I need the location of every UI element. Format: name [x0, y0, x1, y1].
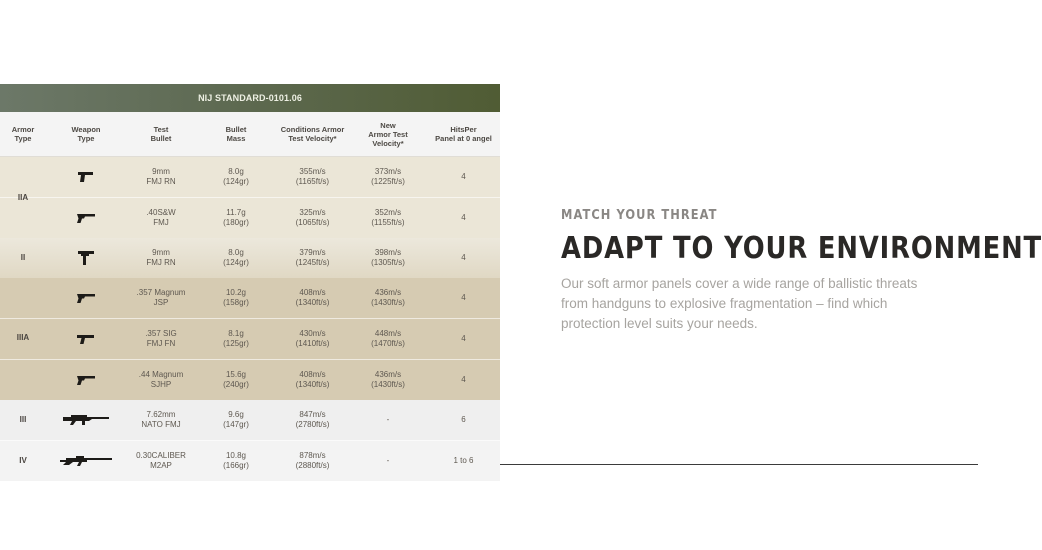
- conditions-velocity: 408m/s (1340ft/s): [295, 370, 330, 389]
- header-new-velocity: New Armor Test Velocity*: [368, 120, 408, 148]
- header-conditions-velocity: Conditions Armor Test Velocity*: [280, 125, 345, 143]
- test-bullet: 0.30CALIBER M2AP: [136, 451, 186, 470]
- header-weapon-type: Weapon Type: [71, 125, 101, 143]
- pistol-icon: [46, 333, 126, 345]
- conditions-velocity: 847m/s (2780ft/s): [295, 410, 330, 429]
- hits-per-panel: 4: [461, 253, 466, 262]
- new-velocity: 436m/s (1430ft/s): [371, 370, 405, 389]
- conditions-velocity: 325m/s (1065ft/s): [295, 208, 330, 227]
- bullet-mass: 8.0g (124gr): [223, 248, 249, 267]
- table-row: [0, 359, 500, 400]
- test-bullet: 9mm FMJ RN: [146, 248, 176, 267]
- hits-per-panel: 6: [461, 415, 466, 424]
- revolver-icon: [46, 212, 126, 224]
- conditions-velocity: 355m/s (1165ft/s): [295, 167, 330, 186]
- table-header-row: [0, 112, 500, 157]
- submachine-gun-icon: [46, 250, 126, 266]
- revolver-icon: [46, 374, 126, 386]
- new-velocity: -: [386, 415, 390, 424]
- hits-per-panel: 4: [461, 293, 466, 302]
- assault-rifle-icon: [46, 414, 126, 426]
- hits-per-panel: 4: [461, 334, 466, 343]
- revolver-icon: [46, 292, 126, 304]
- hits-per-panel: 4: [461, 375, 466, 384]
- header-armor-type: Armor Type: [11, 125, 35, 143]
- conditions-velocity: 408m/s (1340ft/s): [295, 288, 330, 307]
- new-velocity: 448m/s (1470ft/s): [371, 329, 405, 348]
- new-velocity: 398m/s (1305ft/s): [371, 248, 405, 267]
- table-row: [0, 440, 500, 481]
- section-eyebrow: MATCH YOUR THREAT: [561, 208, 718, 223]
- bullet-mass: 8.0g (124gr): [223, 167, 249, 186]
- table-row: [0, 318, 500, 359]
- section-divider: [500, 464, 978, 465]
- pistol-icon: [46, 171, 126, 183]
- section-body: Our soft armor panels cover a wide range of ballistic threats from handguns to explosive fragmentation – find which protection level suits your needs.: [561, 276, 918, 331]
- hits-per-panel: 1 to 6: [453, 456, 474, 465]
- table-row: [0, 197, 500, 238]
- header-hits-per-panel: HitsPer Panel at 0 angel: [435, 125, 492, 143]
- table-title: NIJ STANDARD-0101.06: [0, 84, 500, 112]
- bullet-mass: 9.6g (147gr): [223, 410, 249, 429]
- sniper-rifle-icon: [46, 455, 126, 467]
- bullet-mass: 10.8g (166gr): [223, 451, 249, 470]
- table-row: [0, 278, 500, 318]
- header-bullet-mass: Bullet Mass: [225, 125, 247, 143]
- conditions-velocity: 430m/s (1410ft/s): [295, 329, 330, 348]
- new-velocity: 436m/s (1430ft/s): [371, 288, 405, 307]
- conditions-velocity: 379m/s (1245ft/s): [295, 248, 330, 267]
- bullet-mass: 11.7g (180gr): [223, 208, 249, 227]
- test-bullet: .357 Magnum JSP: [136, 288, 186, 307]
- armor-type-label: IV: [19, 456, 27, 465]
- hits-per-panel: 4: [461, 213, 466, 222]
- header-test-bullet: Test Bullet: [150, 125, 172, 143]
- armor-type-label: III: [19, 415, 27, 424]
- new-velocity: 373m/s (1225ft/s): [371, 167, 405, 186]
- hits-per-panel: 4: [461, 172, 466, 181]
- test-bullet: .357 SIG FMJ FN: [145, 329, 177, 348]
- armor-type-label: IIIA: [16, 332, 30, 342]
- test-bullet: 7.62mm NATO FMJ: [141, 410, 181, 429]
- bullet-mass: 15.6g (240gr): [223, 370, 249, 389]
- test-bullet: .40S&W FMJ: [146, 208, 176, 227]
- test-bullet: 9mm FMJ RN: [146, 167, 176, 186]
- nij-standard-table: [0, 84, 500, 470]
- armor-type-label: II: [20, 253, 26, 262]
- new-velocity: -: [386, 456, 390, 465]
- table-row: [0, 238, 500, 278]
- test-bullet: .44 Magnum SJHP: [138, 370, 184, 389]
- new-velocity: 352m/s (1155ft/s): [371, 208, 405, 227]
- bullet-mass: 10.2g (158gr): [223, 288, 249, 307]
- bullet-mass: 8.1g (125gr): [223, 329, 249, 348]
- table-row: [0, 157, 500, 197]
- table-row: [0, 400, 500, 440]
- conditions-velocity: 878m/s (2880ft/s): [295, 451, 330, 470]
- section-heading: ADAPT TO YOUR ENVIRONMENT: [561, 231, 1042, 266]
- table-body: [0, 157, 500, 481]
- armor-type-label: IIA: [17, 192, 29, 202]
- promo-section: [561, 208, 1042, 334]
